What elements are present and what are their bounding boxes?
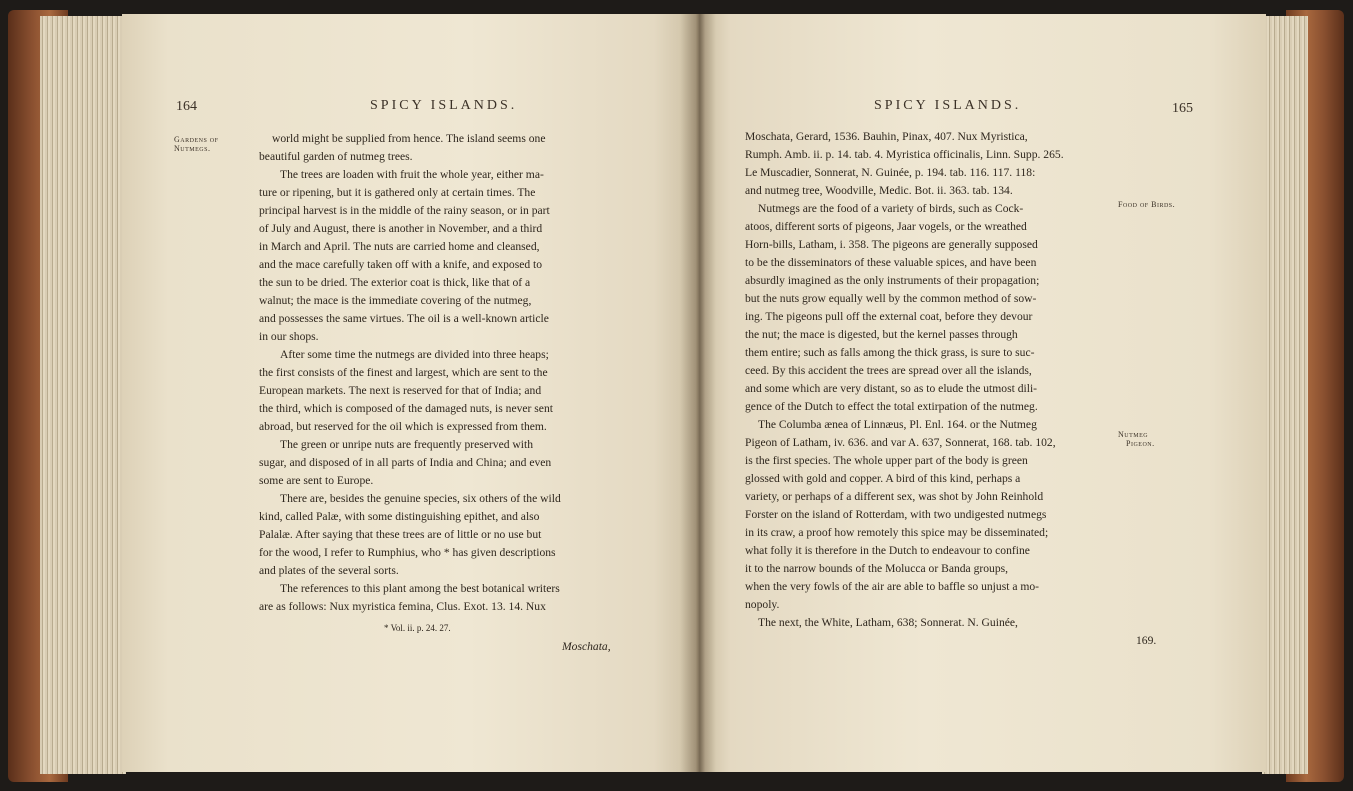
catchword: 169. (1136, 634, 1157, 647)
text-line: Rumph. Amb. ii. p. 14. tab. 4. Myristica officinalis, Linn. Supp. 265. (745, 148, 1064, 161)
text-line: ing. The pigeons pull off the external coat, before they devour (745, 310, 1033, 323)
text-line: to be the disseminators of these valuable spices, and have been (745, 256, 1037, 269)
margin-note: Gardens of Nutmegs. (174, 135, 219, 153)
text-line: and plates of the several sorts. (259, 564, 399, 577)
text-line: absurdly imagined as the only instruments of their propagation; (745, 274, 1040, 287)
text-line: and possesses the same virtues. The oil is a well-known article (259, 312, 549, 325)
text-line: kind, called Palæ, with some distinguishing epithet, and also (259, 510, 540, 523)
text-line: Moschata, Gerard, 1536. Bauhin, Pinax, 407. Nux Myristica, (745, 130, 1028, 143)
text-line: what folly it is therefore in the Dutch to endeavour to confine (745, 544, 1030, 557)
margin-note-food-of-birds: Food of Birds. (1118, 200, 1176, 209)
text-line: The Columba ænea of Linnæus, Pl. Enl. 164. or the Nutmeg (758, 418, 1037, 431)
left-page (122, 14, 700, 772)
running-head: SPICY ISLANDS. (874, 98, 1022, 113)
text-line: in March and April. The nuts are carried home and cleansed, (259, 240, 540, 253)
text-line: glossed with gold and copper. A bird of this kind, perhaps a (745, 472, 1021, 485)
text-line: it to the narrow bounds of the Molucca or Banda groups, (745, 562, 1009, 575)
text-line: principal harvest is in the middle of the rainy season, or in part (259, 204, 550, 217)
text-line: ceed. By this accident the trees are spread over all the islands, (745, 364, 1032, 377)
text-line: atoos, different sorts of pigeons, Jaar vogels, or the wreathed (745, 220, 1027, 233)
text-line: and the mace carefully taken off with a knife, and exposed to (259, 258, 543, 271)
text-line: sugar, and disposed of in all parts of India and China; and even (259, 456, 552, 469)
right-page (696, 14, 1266, 772)
text-line: is the first species. The whole upper part of the body is green (745, 454, 1028, 467)
text-line: The next, the White, Latham, 638; Sonnerat. N. Guinée, (758, 616, 1018, 629)
text-line: Forster on the island of Rotterdam, with two undigested nutmegs (745, 508, 1047, 521)
text-line: Nutmegs are the food of a variety of birds, such as Cock- (758, 202, 1024, 215)
text-line: the sun to be dried. The exterior coat is thick, like that of a (259, 276, 531, 289)
text-line: European markets. The next is reserved for that of India; and (259, 384, 542, 397)
text-line: Horn-bills, Latham, i. 358. The pigeons are generally supposed (745, 238, 1038, 251)
running-head: SPICY ISLANDS. (370, 98, 518, 113)
text-line: walnut; the mace is the immediate covering of the nutmeg, (259, 294, 532, 307)
book-gutter (680, 14, 716, 772)
text-line: ture or ripening, but it is gathered only at certain times. The (259, 186, 536, 199)
text-line: and some which are very distant, so as to elude the utmost dili- (745, 382, 1038, 395)
text-line: The trees are loaden with fruit the whole year, either ma- (280, 168, 544, 181)
page-number: 164 (176, 99, 197, 114)
page-edges-right (1262, 16, 1308, 774)
text-line: in its craw, a proof how remotely this spice may be disseminated; (745, 526, 1049, 539)
text-line: world might be supplied from hence. The island seems one (272, 132, 546, 145)
text-line: Le Muscadier, Sonnerat, N. Guinée, p. 194. tab. 116. 117. 118: (745, 166, 1036, 179)
text-line: There are, besides the genuine species, six others of the wild (280, 492, 561, 505)
text-line: the third, which is composed of the damaged nuts, is never sent (259, 402, 553, 415)
text-line: but the nuts grow equally well by the common method of sow- (745, 292, 1037, 305)
text-line: variety, or perhaps of a different sex, was shot by John Reinhold (745, 490, 1044, 503)
text-line: The references to this plant among the best botanical writers (280, 582, 560, 595)
text-line: the first consists of the finest and largest, which are sent to the (259, 366, 548, 379)
text-line: nopoly. (745, 598, 780, 611)
text-line: for the wood, I refer to Rumphius, who * has given descriptions (259, 546, 556, 559)
text-line: some are sent to Europe. (259, 474, 374, 487)
text-line: The green or unripe nuts are frequently preserved with (280, 438, 534, 451)
text-line: and nutmeg tree, Woodville, Medic. Bot. ii. 363. tab. 134. (745, 184, 1013, 197)
text-line: them entire; such as falls among the thick grass, is sure to suc- (745, 346, 1035, 359)
text-line: abroad, but reserved for the oil which is expressed from them. (259, 420, 547, 433)
catchword: Moschata, (562, 640, 611, 653)
text-line: gence of the Dutch to effect the total extirpation of the nutmeg. (745, 400, 1038, 413)
text-line: Palalæ. After saying that these trees are of little or no use but (259, 528, 542, 541)
text-line: After some time the nutmegs are divided into three heaps; (280, 348, 549, 361)
text-line: Pigeon of Latham, iv. 636. and var A. 637, Sonnerat, 168. tab. 102, (745, 436, 1056, 449)
text-line: when the very fowls of the air are able to baffle so unjust a mo- (745, 580, 1040, 593)
footnote: * Vol. ii. p. 24. 27. (384, 623, 451, 633)
margin-note-nutmeg-pigeon: Nutmeg Pigeon. (1118, 430, 1155, 448)
page-number: 165 (1172, 101, 1193, 116)
text-line: beautiful garden of nutmeg trees. (259, 150, 413, 163)
text-line: are as follows: Nux myristica femina, Clus. Exot. 13. 14. Nux (259, 600, 546, 613)
text-line: in our shops. (259, 330, 319, 343)
text-line: the nut; the mace is digested, but the kernel passes through (745, 328, 1018, 341)
text-line: of July and August, there is another in November, and a third (259, 222, 543, 235)
page-edges-left (40, 16, 126, 774)
